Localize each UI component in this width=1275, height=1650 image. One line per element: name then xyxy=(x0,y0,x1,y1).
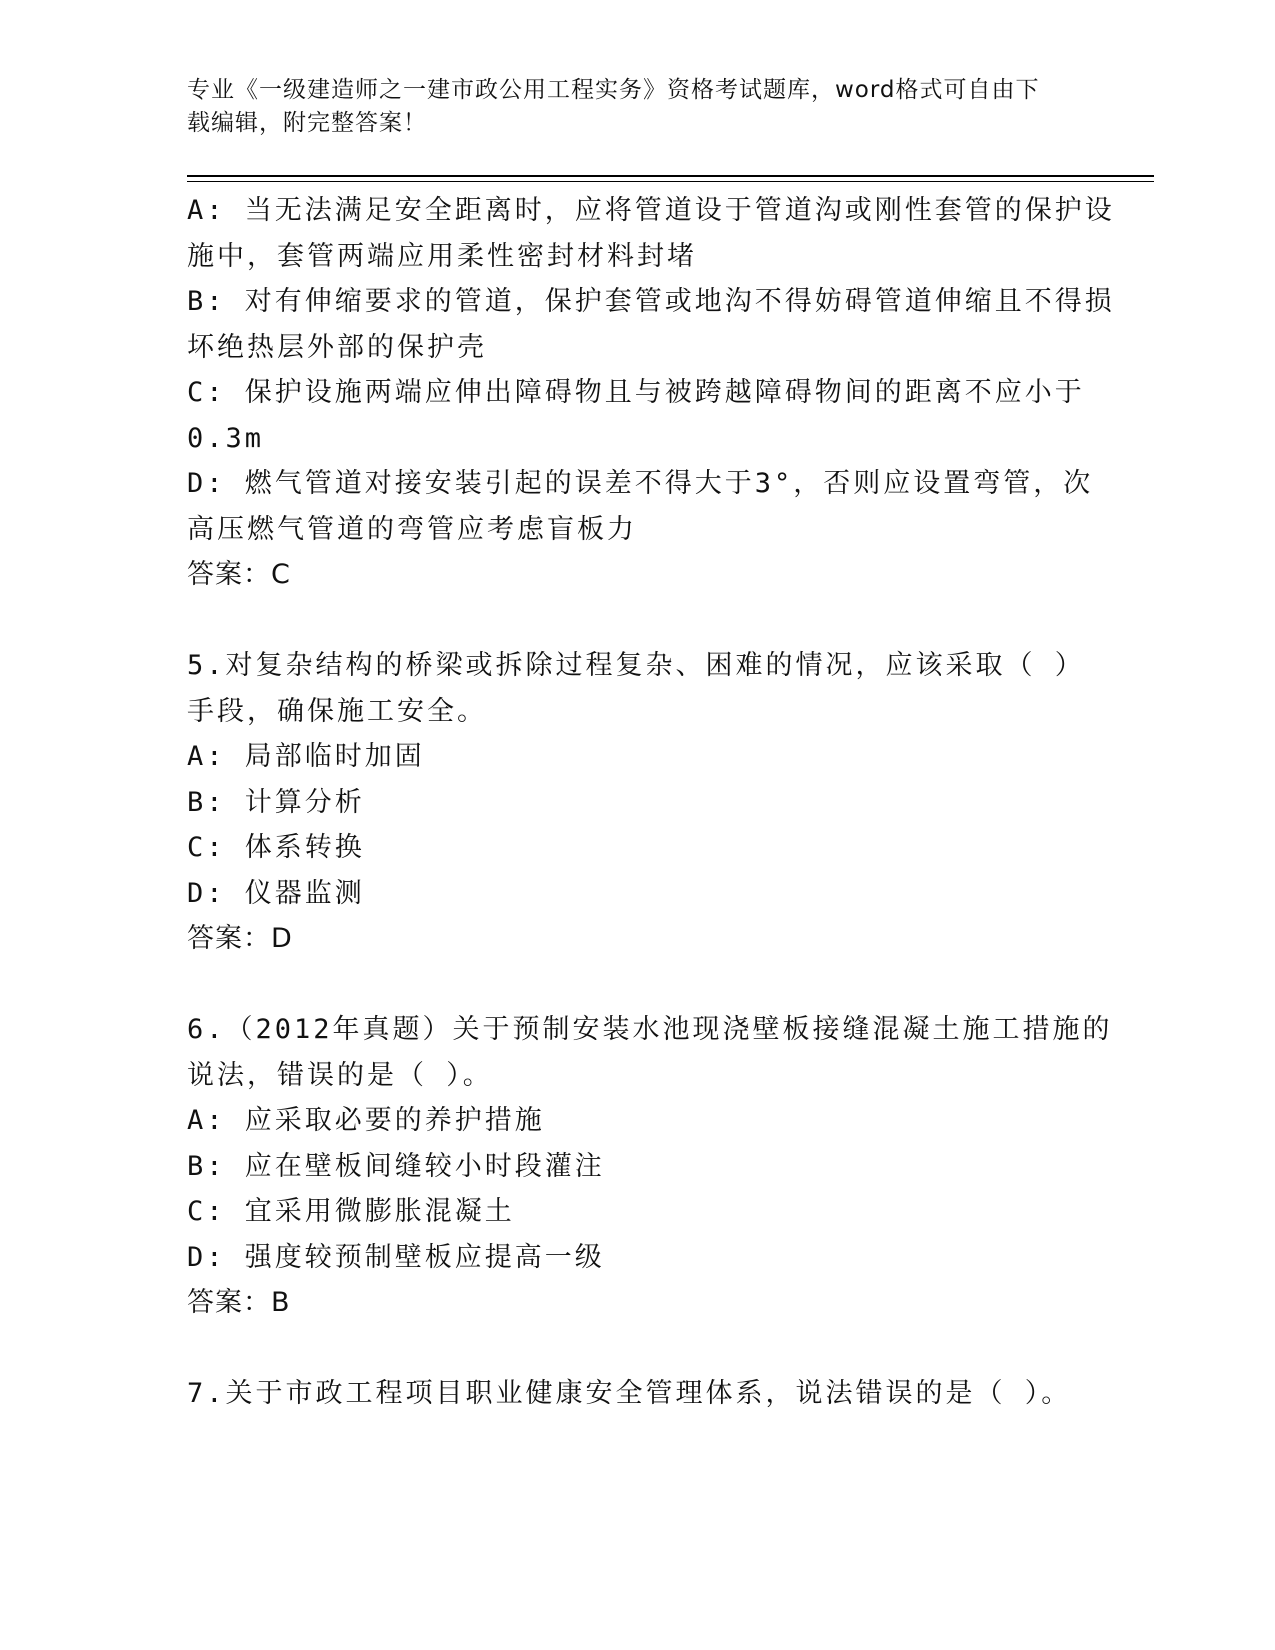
option-a-line-1: A: 当无法满足安全距离时，应将管道设于管道沟或刚性套管的保护设 xyxy=(187,195,1115,226)
question-spacer xyxy=(187,962,1087,1008)
option-a-line-2: 施中，套管两端应用柔性密封材料封堵 xyxy=(187,240,697,272)
option-c-line-2: 0.3m xyxy=(187,422,265,454)
question-4-tail xyxy=(187,188,1115,598)
question-6 xyxy=(187,1007,1113,1326)
header-line-1: 专业《一级建造师之一建市政公用工程实务》资格考试题库，word格式可自由下 xyxy=(187,77,1040,103)
option-c: C: 宜采用微膨胀混凝土 xyxy=(187,1196,515,1227)
answer-label: 答案：C xyxy=(187,559,291,590)
question-stem-line-1: 7.关于市政工程项目职业健康安全管理体系，说法错误的是（ ）。 xyxy=(187,1378,1072,1409)
option-a: A: 应采取必要的养护措施 xyxy=(187,1105,545,1136)
question-spacer xyxy=(187,1326,1087,1372)
option-d-line-1: D: 燃气管道对接安装引起的误差不得大于3°，否则应设置弯管，次 xyxy=(187,468,1094,499)
question-7 xyxy=(187,1371,1087,1417)
option-a: A: 局部临时加固 xyxy=(187,741,425,772)
question-stem-line-2: 手段，确保施工安全。 xyxy=(187,695,487,727)
option-d: D: 强度较预制壁板应提高一级 xyxy=(187,1241,605,1273)
question-content xyxy=(187,188,1115,1417)
question-spacer xyxy=(187,598,1087,644)
option-d-line-2: 高压燃气管道的弯管应考虑盲板力 xyxy=(187,513,637,545)
option-b: B: 计算分析 xyxy=(187,786,365,818)
option-d: D: 仪器监测 xyxy=(187,877,365,909)
header-line-2: 载编辑，附完整答案！ xyxy=(187,110,427,136)
answer-label: 答案：B xyxy=(187,1287,291,1318)
option-b-line-1: B: 对有伸缩要求的管道，保护套管或地沟不得妨碍管道伸缩且不得损 xyxy=(187,286,1115,317)
answer-label: 答案：D xyxy=(187,923,293,954)
option-b-line-2: 坏绝热层外部的保护壳 xyxy=(187,331,487,363)
option-c-line-1: C: 保护设施两端应伸出障碍物且与被跨越障碍物间的距离不应小于 xyxy=(187,377,1085,408)
document-header xyxy=(187,74,1067,140)
option-b: B: 应在壁板间缝较小时段灌注 xyxy=(187,1150,605,1182)
header-rule-thin xyxy=(187,181,1154,182)
question-stem-line-1: 6.（2012年真题）关于预制安装水池现浇壁板接缝混凝土施工措施的 xyxy=(187,1014,1113,1045)
option-c: C: 体系转换 xyxy=(187,832,365,863)
question-stem-line-2: 说法，错误的是（ ）。 xyxy=(187,1059,493,1091)
question-5 xyxy=(187,643,1087,962)
header-rule-thick xyxy=(187,175,1154,177)
question-stem-line-1: 5.对复杂结构的桥梁或拆除过程复杂、困难的情况，应该采取（ ） xyxy=(187,650,1085,681)
